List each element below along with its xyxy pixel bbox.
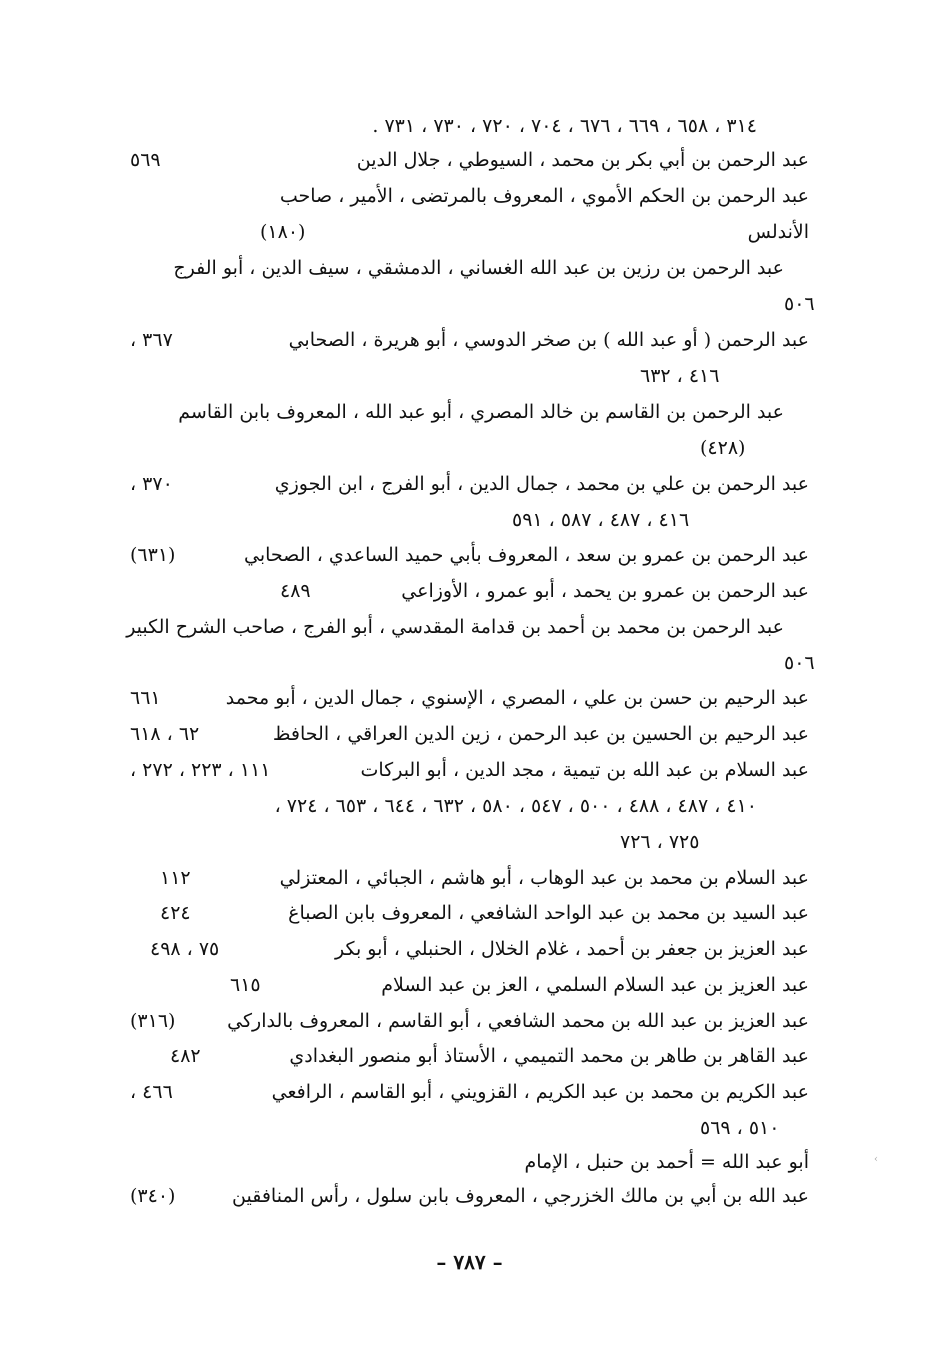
index-entry (130, 756, 809, 784)
page-number: – ٧٨٧ – (436, 1250, 503, 1274)
index-entry (160, 899, 809, 927)
entry-page-refs: ٤٨٩ (280, 580, 311, 602)
index-entry (130, 470, 809, 498)
entry-text: عبد الرحمن بن عمرو بن يحمد ، أبو عمرو ، الأوزاعي (401, 580, 809, 602)
entry-text: ٤١٦ ، ٦٣٢ (640, 365, 720, 387)
entry-text: الأندلس (747, 221, 809, 243)
index-entry (130, 541, 809, 569)
entry-text: عبد القاهر بن طاهر بن محمد التميمي ، الأستاذ أبو منصور البغدادي (289, 1045, 809, 1067)
entry-text: عبد الرحيم بن الحسين بن عبد الرحمن ، زين الدين العراقي ، الحافظ (272, 723, 809, 745)
entry-text: عبد الرحمن بن محمد بن أحمد بن قدامة المقدسي ، أبو الفرج ، صاحب الشرح الكبير (126, 616, 784, 638)
index-entry (130, 182, 809, 210)
entry-text: عبد السلام بن محمد بن عبد الوهاب ، أبو هاشم ، الجبائي ، المعتزلي (279, 867, 809, 889)
entry-page-refs: (٦٣١) (130, 544, 176, 566)
index-entry (170, 1042, 809, 1070)
entry-text: عبد العزيز بن جعفر بن أحمد ، غلام الخلال ، الحنبلي ، أبو بكر (334, 938, 809, 960)
entry-page-refs: ٣٧٠ ، (130, 473, 173, 495)
entry-text: عبد الرحمن بن علي بن محمد ، جمال الدين ، أبو الفرج ، ابن الجوزي (274, 473, 809, 495)
entry-page-refs: ٣٦٧ ، (130, 329, 173, 351)
entry-text: عبد العزيز بن عبد السلام السلمي ، العز بن عبد السلام (381, 974, 809, 996)
index-entry-continuation (700, 1114, 809, 1142)
entry-text: ٥٠٦ (784, 652, 815, 674)
entry-text: ٥٠٦ (784, 293, 815, 315)
entry-page-refs: ١١٢ (160, 867, 191, 889)
entry-page-refs: ٤٢٤ (160, 902, 191, 924)
index-entry (150, 935, 809, 963)
index-entry-continuation (700, 434, 809, 462)
entry-text: عبد الرحمن بن رزين بن عبد الله الغساني ، الدمشقي ، سيف الدين ، أبو الفرج (173, 257, 784, 279)
entry-page-refs: ٤٨٢ (170, 1045, 201, 1067)
entry-text: عبد السلام بن عبد الله بن تيمية ، مجد الدين ، أبو البركات (360, 759, 809, 781)
index-entry (160, 864, 809, 892)
entry-text: ٤١٠ ، ٤٨٧ ، ٤٨٨ ، ٥٠٠ ، ٥٤٧ ، ٥٨٠ ، ٦٣٢ ، ٦٤٤ ، ٦٥٣ ، ٧٢٤ ، (274, 795, 757, 817)
entry-text: عبد الرحمن بن القاسم بن خالد المصري ، أبو عبد الله ، المعروف بابن القاسم (178, 401, 784, 423)
entry-page-refs: ١١١ ، ٢٢٣ ، ٢٧٢ ، (130, 759, 271, 781)
entry-text: ٥١٠ ، ٥٦٩ (700, 1117, 780, 1139)
index-entry (130, 1182, 809, 1210)
index-entry (130, 146, 809, 174)
index-entry-continuation (784, 649, 854, 677)
entry-page-refs: (٣١٦) (130, 1010, 176, 1032)
index-entry-continuation (640, 362, 809, 390)
entry-text: عبد الله بن أبي بن مالك الخزرجي ، المعروف بابن سلول ، رأس المنافقين (232, 1185, 809, 1207)
entry-text: (٤٢٨) (700, 437, 746, 459)
entry-page-refs: ٥٦٩ (130, 149, 161, 171)
entry-text: ٧٢٥ ، ٧٢٦ (620, 831, 700, 853)
entry-text: أبو عبد الله = أحمد بن حنبل ، الإمام (524, 1151, 809, 1173)
index-entry-continuation (784, 290, 854, 318)
index-entry (280, 577, 809, 605)
margin-mark: ‹ (874, 1154, 878, 1165)
index-entry (130, 326, 809, 354)
index-entry-continuation (620, 828, 757, 856)
index-entry-continuation (130, 218, 809, 246)
entry-page-refs: ٦٢ ، ٦١٨ (130, 723, 200, 745)
index-entry-continuation (130, 792, 757, 820)
entry-page-refs: (١٨٠) (260, 221, 306, 243)
entry-text: ٤١٦ ، ٤٨٧ ، ٥٨٧ ، ٥٩١ (512, 509, 690, 531)
entry-text: عبد الكريم بن محمد بن عبد الكريم ، القزويني ، أبو القاسم ، الرافعي (271, 1081, 809, 1103)
entry-page-refs: ٤٦٦ ، (130, 1081, 173, 1103)
index-entry-continuation (512, 506, 809, 534)
entry-text: عبد الرحمن بن عمرو بن سعد ، المعروف بأبي حميد الساعدي ، الصحابي (244, 544, 809, 566)
index-entry (130, 720, 809, 748)
entry-text: عبد السيد بن محمد بن عبد الواحد الشافعي ، المعروف بابن الصباغ (288, 902, 809, 924)
entry-text: ٣١٤ ، ٦٥٨ ، ٦٦٩ ، ٦٧٦ ، ٧٠٤ ، ٧٢٠ ، ٧٣٠ ، ٧٣١ . (372, 115, 757, 137)
entry-text: عبد العزيز بن عبد الله بن محمد الشافعي ، أبو القاسم ، المعروف بالداركي (227, 1010, 809, 1032)
entry-text: عبد الرحيم بن حسن بن علي ، المصري ، الإسنوي ، جمال الدين ، أبو محمد (225, 687, 809, 709)
index-entry (130, 1007, 809, 1035)
entry-page-refs: (٣٤٠) (130, 1185, 176, 1207)
entry-text: عبد الرحمن ( أو عبد الله ) بن صخر الدوسي ، أبو هريرة ، الصحابي (288, 329, 809, 351)
entry-text: عبد الرحمن بن الحكم الأموي ، المعروف بالمرتضى ، الأمير ، صاحب (279, 185, 809, 207)
index-entry (130, 1078, 809, 1106)
entry-text: عبد الرحمن بن أبي بكر بن محمد ، السيوطي ، جلال الدين (356, 149, 809, 171)
index-entry (230, 971, 809, 999)
entry-page-refs: ٦١٥ (230, 974, 261, 996)
entry-page-refs: ٦٦١ (130, 687, 161, 709)
entry-page-refs: ٧٥ ، ٤٩٨ (150, 938, 220, 960)
index-entry (130, 684, 809, 712)
